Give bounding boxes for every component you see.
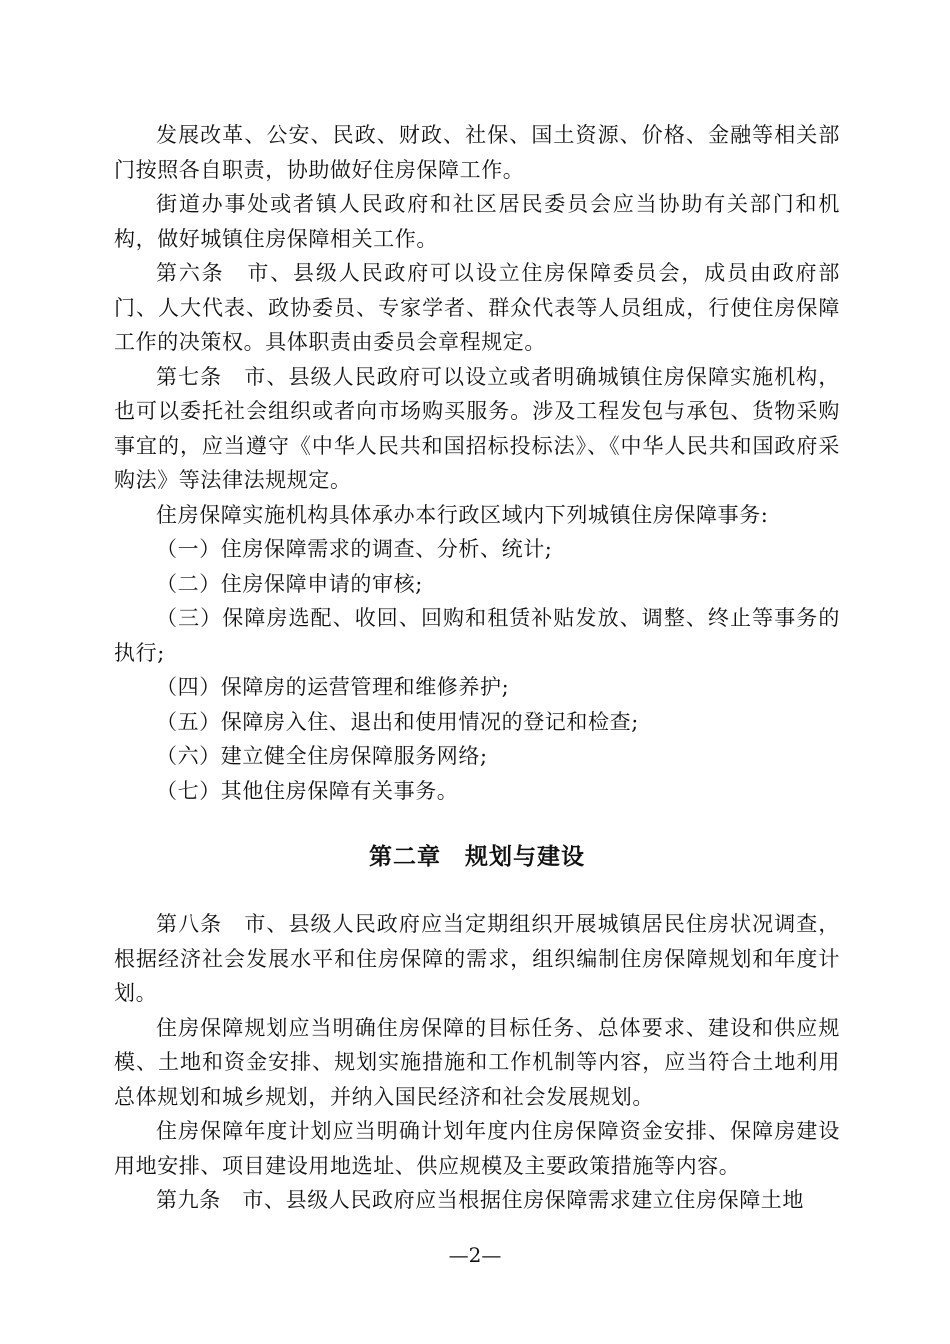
- chapter-heading: 第二章 规划与建设: [369, 844, 585, 870]
- list-item-6: （六）建立健全住房保障服务网络;: [156, 744, 488, 768]
- list-item-5: （五）保障房入住、退出和使用情况的登记和检查;: [156, 709, 639, 734]
- article-9: 第九条 市、县级人民政府应当根据住房保障需求建立住房保障土地: [156, 1188, 804, 1212]
- list-item-4: （四）保障房的运营管理和维修养护;: [156, 675, 510, 699]
- list-item-3: （三）保障房选配、收回、回购和租赁补贴发放、调整、终止等事务的执行;: [114, 606, 840, 665]
- paragraph-departments: 发展改革、公安、民政、财政、社保、国土资源、价格、金融等相关部门按照各自职责，协助做好住房保障工作。: [114, 123, 840, 182]
- paragraph-street-offices: 街道办事处或者镇人民政府和社区居民委员会应当协助有关部门和机构，做好城镇住房保障相关工作。: [114, 192, 840, 251]
- paragraph-implementing-agency: 住房保障实施机构具体承办本行政区域内下列城镇住房保障事务:: [156, 502, 769, 527]
- paragraph-annual-plan: 住房保障年度计划应当明确计划年度内住房保障资金安排、保障房建设用地安排、项目建设用地选址、供应规模及主要政策措施等内容。: [114, 1119, 840, 1178]
- article-8: 第八条 市、县级人民政府应当定期组织开展城镇居民住房状况调查，根据经济社会发展水平和住房保障的需求，组织编制住房保障规划和年度计划。: [114, 912, 840, 1005]
- article-6: 第六条 市、县级人民政府可以设立住房保障委员会，成员由政府部门、人大代表、政协委员、专家学者、群众代表等人员组成，行使住房保障工作的决策权。具体职责由委员会章程规定。: [114, 261, 840, 354]
- article-7: 第七条 市、县级人民政府可以设立或者明确城镇住房保障实施机构，也可以委托社会组织或者向市场购买服务。涉及工程发包与承包、货物采购事宜的，应当遵守《中华人民共和国招标投标法》、《中华人民共和国政府采购法》等法律法规规定。: [114, 364, 840, 492]
- page-number: —2—: [448, 1243, 502, 1267]
- list-item-1: （一）住房保障需求的调查、分析、统计;: [156, 537, 553, 561]
- list-item-2: （二）住房保障申请的审核;: [156, 571, 423, 596]
- document-body: [114, 118, 840, 1218]
- list-item-7: （七）其他住房保障有关事务。: [156, 778, 459, 803]
- paragraph-planning: 住房保障规划应当明确住房保障的目标任务、总体要求、建设和供应规模、土地和资金安排、规划实施措施和工作机制等内容，应当符合土地利用总体规划和城乡规划，并纳入国民经济和社会发展规划。: [114, 1015, 840, 1109]
